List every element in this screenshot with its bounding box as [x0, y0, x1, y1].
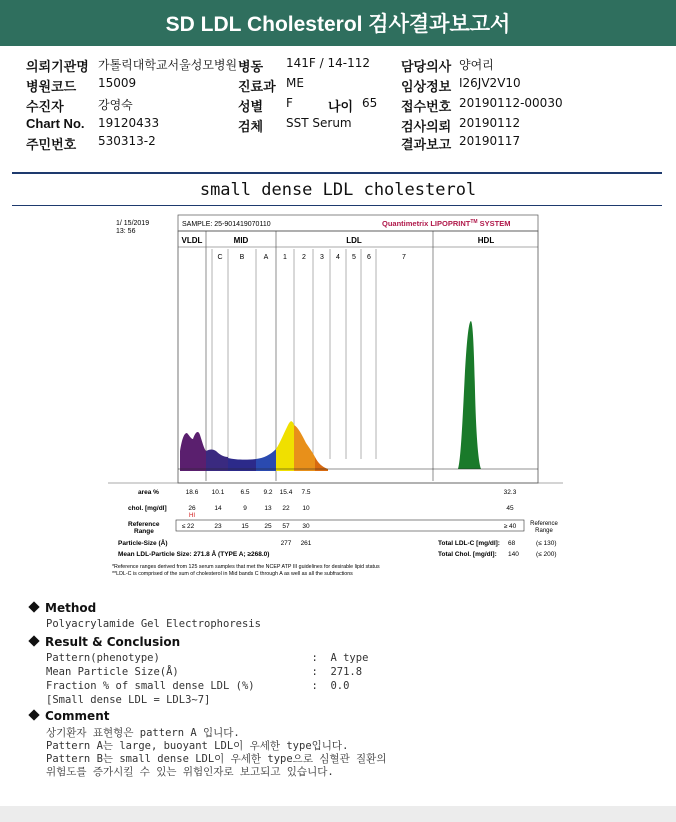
peak-hdl [458, 321, 481, 469]
total-chol-label: Total Chol. [mg/dl]: [438, 551, 497, 558]
densitometry-trace [178, 321, 538, 471]
value-age: 65 [362, 96, 378, 110]
lipoprint-svg [108, 211, 563, 576]
label-sex: 성별 [238, 99, 264, 114]
zone-mid: MID [233, 236, 249, 245]
peak-ldl2 [294, 425, 315, 471]
result-title: Result & Conclusion [45, 635, 181, 649]
area-vldl: 18.6 [185, 489, 199, 496]
row-area-values [186, 489, 517, 496]
method-title: Method [45, 601, 97, 615]
ref-hdl: ≥ 40 [503, 523, 517, 530]
row-ref-values [182, 523, 517, 530]
label-chart-no: Chart No. [26, 116, 85, 131]
band-2: 2 [302, 254, 306, 261]
comment-line-2: Pattern A는 large, buoyant LDL이 우세한 type입니다. [46, 740, 349, 752]
particle-size-2: 261 [300, 540, 312, 547]
label-department: 진료과 [238, 79, 276, 94]
section-subtitle: small dense LDL cholesterol [199, 180, 477, 200]
ref-vldl: ≤ 22 [181, 523, 195, 530]
particle-size-1: 277 [280, 540, 292, 547]
method-text: Polyacrylamide Gel Electrophoresis [46, 618, 261, 630]
report-date: 1/ 15/2019 [116, 220, 150, 227]
band-4: 4 [336, 254, 340, 261]
footer-bar [0, 806, 676, 822]
comment-title: Comment [45, 709, 110, 723]
result-line-definition: [Small dense LDL = LDL3~7] [46, 694, 211, 706]
comment-heading [28, 709, 109, 723]
peak-vldl [180, 432, 206, 471]
ref-right-label-1: Reference [530, 521, 558, 527]
label-receipt-no: 접수번호 [401, 99, 452, 114]
value-ward: 141F / 14-112 [286, 56, 370, 70]
lipoprint-report [108, 211, 563, 576]
chol-hdl: 45 [506, 505, 514, 512]
result-line-pattern: Pattern(phenotype) : A type [46, 652, 369, 664]
label-clinical-info: 임상정보 [401, 79, 452, 94]
particle-size-label: Particle-Size (Å) [118, 540, 168, 547]
value-doctor: 양여리 [459, 58, 494, 72]
value-receipt-no: 20190112-00030 [459, 96, 563, 110]
zone-vldl: VLDL [181, 236, 203, 245]
band-a: A [263, 254, 269, 261]
value-clinical-info: I26JV2V10 [459, 76, 521, 90]
result-line-size: Mean Particle Size(Å) : 271.8 [46, 666, 363, 678]
row-chol-values [188, 505, 514, 512]
densitometry-frame [178, 231, 538, 483]
comment-line-3: Pattern B는 small dense LDL이 우세한 type으로 심혈관 질환의 [46, 753, 387, 765]
result-heading [28, 635, 180, 649]
label-requesting-org: 의뢰기관명 [26, 59, 89, 74]
diamond-bullet-icon [28, 709, 39, 720]
ref-right-label-2: Range [535, 528, 553, 534]
band-b: B [239, 254, 245, 261]
ref-b: 15 [241, 523, 249, 530]
label-doctor: 담당의사 [401, 59, 452, 74]
method-heading [28, 601, 96, 615]
ref-a: 25 [264, 523, 272, 530]
band-labels [217, 254, 406, 261]
brand-name: Quantimetrix LIPOPRINT™ SYSTEM [382, 219, 511, 228]
value-report-date: 20190117 [459, 134, 521, 148]
result-line-fraction: Fraction % of small dense LDL (%) : 0.0 [46, 680, 350, 692]
total-ldl-label: Total LDL-C [mg/dl]: [438, 540, 500, 547]
chol-vldl: 26 [188, 505, 196, 512]
ref-c: 23 [214, 523, 222, 530]
divider-top [12, 172, 662, 174]
label-patient-name: 수진자 [26, 99, 64, 114]
area-2: 7.5 [301, 489, 311, 496]
chol-2: 10 [302, 505, 310, 512]
area-b: 6.5 [240, 489, 250, 496]
chol-a: 13 [264, 505, 272, 512]
diamond-bullet-icon [28, 601, 39, 612]
label-age: 나이 [328, 99, 354, 114]
area-a: 9.2 [263, 489, 273, 496]
total-ldl-value: 68 [508, 540, 516, 547]
report-title: SD LDL Cholesterol 검사결과보고서 [165, 13, 511, 36]
peak-mid-a [256, 449, 276, 471]
band-3: 3 [320, 254, 324, 261]
value-hospital-code: 15009 [98, 76, 137, 90]
row-chol-label: chol. [mg/dl] [128, 505, 167, 512]
divider-bottom [12, 205, 662, 206]
band-6: 6 [367, 254, 371, 261]
row-area-label: area % [138, 489, 159, 496]
value-sex: F [286, 96, 293, 110]
value-department: ME [286, 76, 304, 90]
zone-hdl: HDL [477, 236, 495, 245]
value-patient-name: 강영숙 [98, 98, 133, 112]
total-chol-value: 140 [508, 551, 519, 558]
zone-ldl: LDL [346, 236, 362, 245]
label-hospital-code: 병원코드 [26, 79, 77, 94]
label-specimen: 검체 [238, 119, 264, 134]
report-time: 13: 56 [116, 228, 136, 235]
value-resident-no: 530313-2 [98, 134, 156, 148]
label-resident-no: 주민번호 [26, 137, 77, 152]
comment-line-1: 상기환자 표현형은 pattern A 입니다. [46, 727, 240, 739]
label-report-date: 결과보고 [401, 137, 452, 152]
value-chart-no: 19120433 [98, 116, 160, 130]
chol-c: 14 [214, 505, 222, 512]
row-ref-label-1: Reference [128, 521, 160, 528]
value-requesting-org: 가톨릭대학교서울성모병원 [98, 58, 238, 72]
ref-2: 30 [302, 523, 310, 530]
band-1: 1 [283, 254, 287, 261]
ref-1: 57 [282, 523, 290, 530]
area-1: 15.4 [279, 489, 293, 496]
band-7: 7 [402, 254, 406, 261]
chol-flag-hi: HI [189, 513, 195, 519]
band-c: C [217, 254, 223, 261]
row-ref-label-2: Range [134, 528, 154, 535]
value-specimen: SST Serum [286, 116, 352, 130]
ref-range-box [176, 520, 524, 531]
total-chol-ref: (≤ 200) [536, 551, 557, 558]
area-hdl: 32.3 [503, 489, 517, 496]
label-request-date: 검사의뢰 [401, 119, 452, 134]
report-title-bar [0, 0, 676, 46]
footnote-2: **LDL-C is comprised of the sum of cholesterol in Mid bands C through A as well as all the subfractions [112, 571, 353, 576]
total-ldl-ref: (≤ 130) [536, 540, 557, 547]
comment-line-4: 위험도를 증가시킬 수 있는 위험인자로 보고되고 있습니다. [46, 766, 334, 778]
footnote-1: *Reference ranges derived from 125 serum samples that met the NCEP ATP III guidelines for desirable lipid status [112, 564, 380, 570]
band-5: 5 [352, 254, 356, 261]
area-c: 10.1 [211, 489, 225, 496]
chol-b: 9 [243, 505, 247, 512]
mean-particle-size: Mean LDL-Particle Size: 271.8 Å (TYPE A; ≥268.0) [118, 551, 270, 558]
label-ward: 병동 [238, 59, 264, 74]
patient-info-table [0, 50, 676, 150]
value-request-date: 20190112 [459, 116, 521, 130]
diamond-bullet-icon [28, 635, 39, 646]
chol-1: 22 [282, 505, 290, 512]
sample-id: SAMPLE: 25-901419070110 [182, 221, 271, 228]
peak-mid-c [206, 450, 228, 472]
